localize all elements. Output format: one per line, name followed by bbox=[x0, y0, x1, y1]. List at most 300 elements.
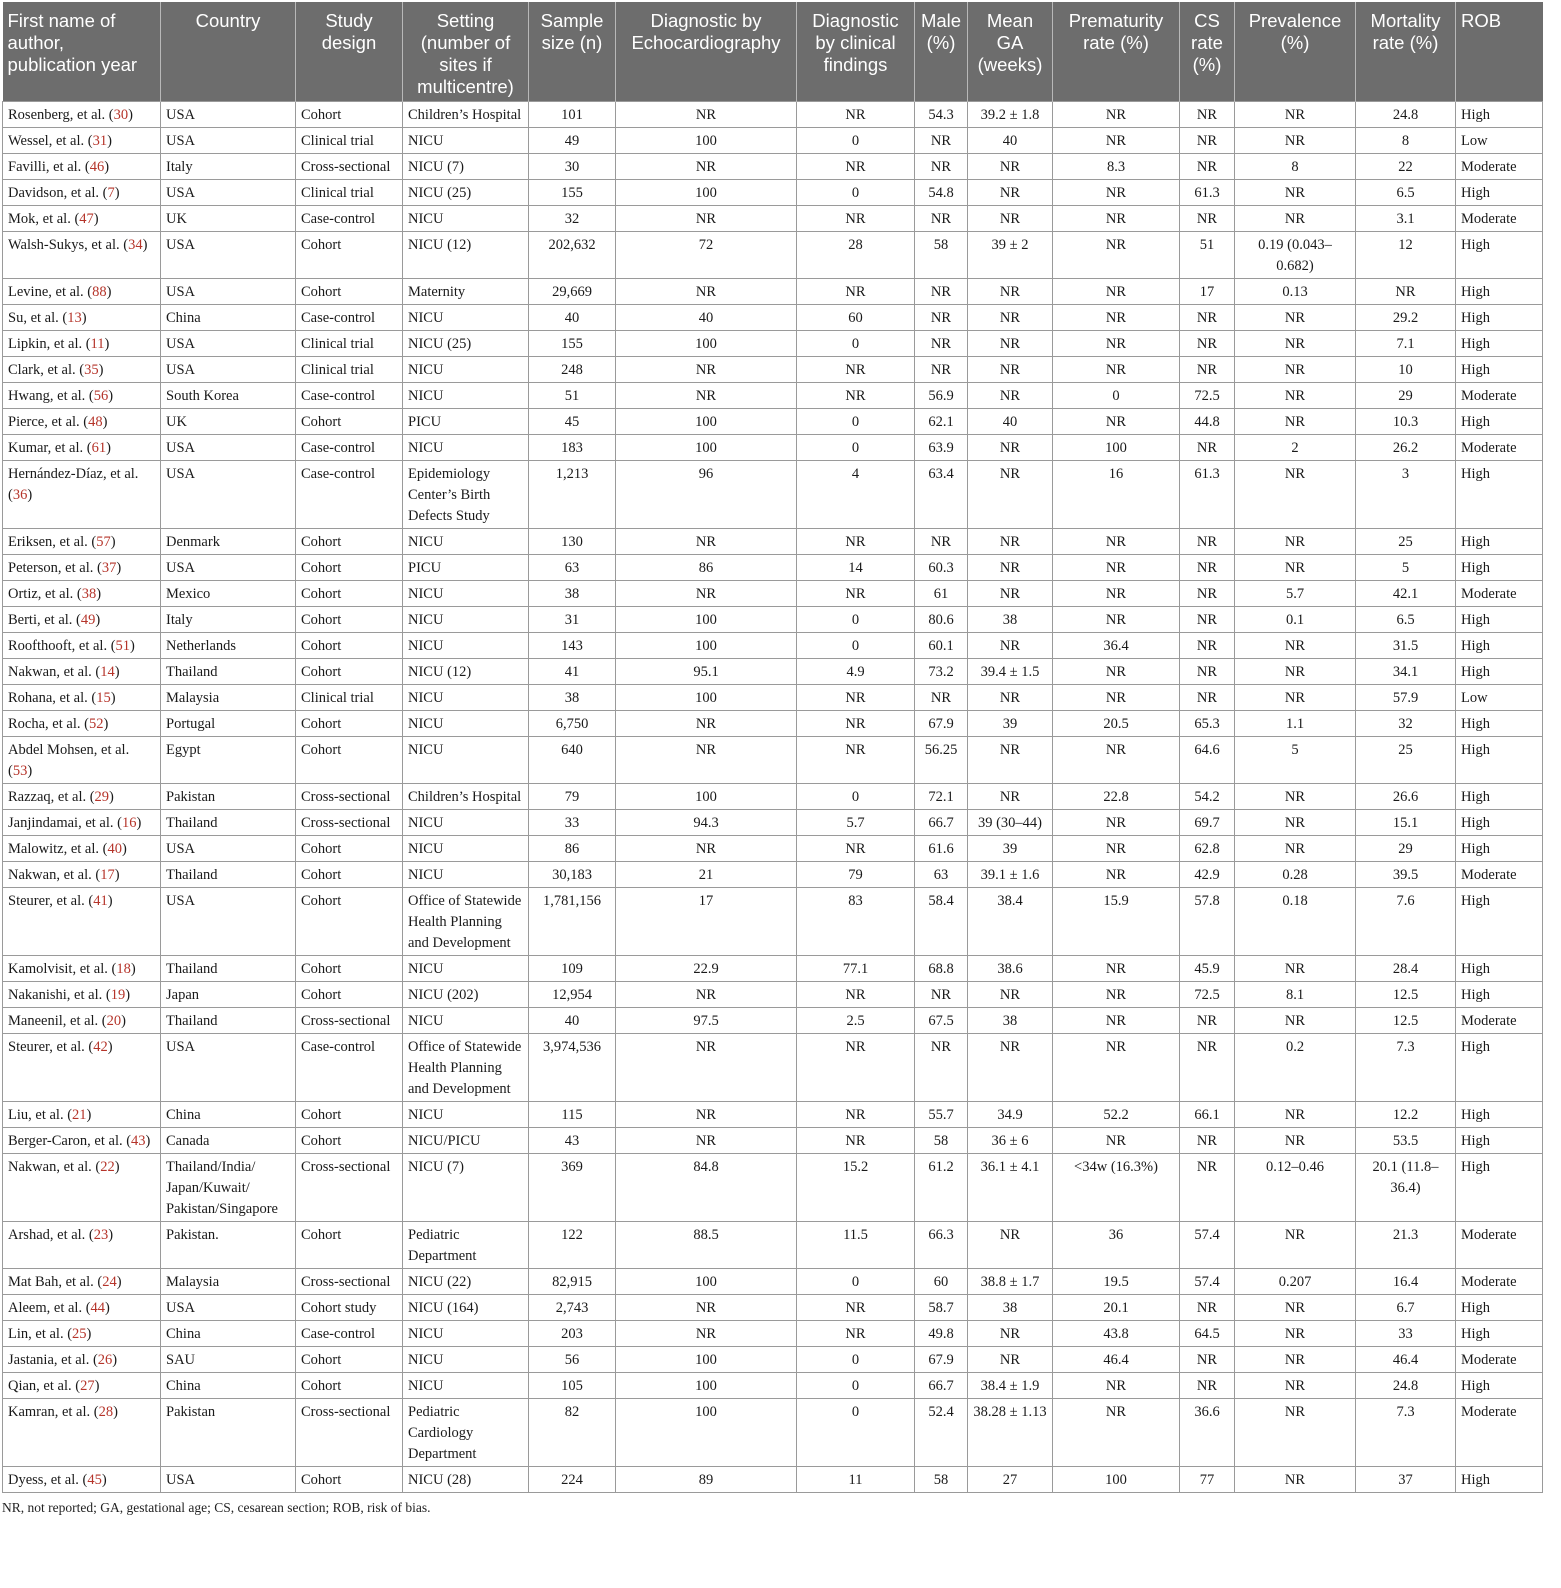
cell-country: SAU bbox=[161, 1347, 296, 1373]
cell-prevalence: NR bbox=[1235, 1347, 1356, 1373]
cell-study-design: Cross-sectional bbox=[296, 810, 403, 836]
cell-prevalence: NR bbox=[1235, 836, 1356, 862]
cell-mortality: 24.8 bbox=[1356, 102, 1456, 128]
cell-cs-rate: 36.6 bbox=[1180, 1399, 1235, 1467]
cell-rob: High bbox=[1456, 1154, 1543, 1222]
cell-cs-rate: 72.5 bbox=[1180, 383, 1235, 409]
cell-study-design: Clinical trial bbox=[296, 331, 403, 357]
cell-mortality: 29 bbox=[1356, 836, 1456, 862]
reference-link[interactable]: 11 bbox=[90, 336, 105, 352]
cell-study-design: Cohort bbox=[296, 633, 403, 659]
cell-rob: High bbox=[1456, 102, 1543, 128]
reference-link[interactable]: 25 bbox=[72, 1326, 87, 1342]
cell-rob: High bbox=[1456, 810, 1543, 836]
cell-cs-rate: 64.6 bbox=[1180, 737, 1235, 784]
cell-setting: NICU (25) bbox=[403, 180, 529, 206]
cell-study-design: Cohort bbox=[296, 232, 403, 279]
cell-male: 72.1 bbox=[915, 784, 968, 810]
reference-link[interactable]: 13 bbox=[67, 310, 82, 326]
cell-country: Thailand bbox=[161, 659, 296, 685]
author-cell bbox=[3, 659, 161, 685]
cell-cs-rate: NR bbox=[1180, 555, 1235, 581]
cell-country: USA bbox=[161, 279, 296, 305]
author-cell bbox=[3, 1321, 161, 1347]
cell-sample-size: 183 bbox=[529, 435, 616, 461]
author-name: Berger-Caron, et al. ( bbox=[8, 1133, 132, 1149]
cell-diagnostic-clinical: NR bbox=[797, 1295, 915, 1321]
cell-male: 73.2 bbox=[915, 659, 968, 685]
table-body bbox=[3, 102, 1543, 1493]
cell-setting: NICU bbox=[403, 1373, 529, 1399]
reference-link[interactable]: 18 bbox=[116, 961, 131, 977]
cell-setting: NICU bbox=[403, 711, 529, 737]
cell-country: Japan bbox=[161, 982, 296, 1008]
reference-link[interactable]: 14 bbox=[100, 664, 115, 680]
author-name: Nakwan, et al. ( bbox=[8, 867, 101, 883]
reference-close-paren: ) bbox=[108, 388, 114, 404]
table-row bbox=[3, 711, 1543, 737]
cell-mortality: 28.4 bbox=[1356, 956, 1456, 982]
cell-mortality: 26.2 bbox=[1356, 435, 1456, 461]
cell-male: 54.3 bbox=[915, 102, 968, 128]
cell-mean-ga: NR bbox=[968, 1347, 1053, 1373]
cell-mortality: 15.1 bbox=[1356, 810, 1456, 836]
reference-link[interactable]: 41 bbox=[93, 893, 108, 909]
cell-sample-size: 6,750 bbox=[529, 711, 616, 737]
reference-link[interactable]: 46 bbox=[89, 159, 105, 175]
cell-mean-ga: 38.6 bbox=[968, 956, 1053, 982]
cell-sample-size: 32 bbox=[529, 206, 616, 232]
cell-cs-rate: 61.3 bbox=[1180, 461, 1235, 529]
cell-male: 49.8 bbox=[915, 1321, 968, 1347]
column-header-rob: ROB bbox=[1456, 2, 1543, 102]
reference-link[interactable]: 36 bbox=[12, 487, 28, 503]
author-name: Hernández-Díaz, et al. ( bbox=[8, 466, 139, 503]
author-cell bbox=[3, 862, 161, 888]
cell-diagnostic-clinical: 11.5 bbox=[797, 1222, 915, 1269]
reference-link[interactable]: 30 bbox=[113, 107, 129, 123]
cell-study-design: Cohort bbox=[296, 888, 403, 956]
reference-link[interactable]: 20 bbox=[106, 1013, 122, 1029]
table-row bbox=[3, 1008, 1543, 1034]
cell-male: 66.7 bbox=[915, 810, 968, 836]
author-name: Jastania, et al. ( bbox=[8, 1352, 98, 1368]
author-cell bbox=[3, 1154, 161, 1222]
reference-link[interactable]: 7 bbox=[107, 185, 115, 201]
table-row bbox=[3, 409, 1543, 435]
cell-prevalence: NR bbox=[1235, 305, 1356, 331]
table-row bbox=[3, 461, 1543, 529]
reference-link[interactable]: 24 bbox=[102, 1274, 117, 1290]
cell-mortality: 26.6 bbox=[1356, 784, 1456, 810]
cell-prevalence: 0.207 bbox=[1235, 1269, 1356, 1295]
cell-mean-ga: NR bbox=[968, 581, 1053, 607]
reference-link[interactable]: 37 bbox=[101, 560, 117, 576]
author-cell bbox=[3, 1467, 161, 1493]
reference-link[interactable]: 35 bbox=[84, 362, 99, 378]
cell-prematurity: NR bbox=[1053, 1128, 1180, 1154]
table-row bbox=[3, 810, 1543, 836]
column-header-setting: Setting (number of sites if multicentre) bbox=[403, 2, 529, 102]
cell-study-design: Cross-sectional bbox=[296, 154, 403, 180]
cell-prevalence: NR bbox=[1235, 206, 1356, 232]
author-cell bbox=[3, 737, 161, 784]
cell-mean-ga: NR bbox=[968, 1222, 1053, 1269]
cell-study-design: Cohort bbox=[296, 1128, 403, 1154]
cell-diagnostic-echo: 86 bbox=[616, 555, 797, 581]
cell-cs-rate: NR bbox=[1180, 685, 1235, 711]
cell-setting: NICU bbox=[403, 357, 529, 383]
reference-close-paren: ) bbox=[113, 1404, 118, 1420]
cell-prevalence: NR bbox=[1235, 659, 1356, 685]
table-row bbox=[3, 607, 1543, 633]
cell-mortality: 24.8 bbox=[1356, 1373, 1456, 1399]
cell-diagnostic-clinical: 2.5 bbox=[797, 1008, 915, 1034]
author-name: Davidson, et al. ( bbox=[8, 185, 108, 201]
author-cell bbox=[3, 461, 161, 529]
cell-prevalence: NR bbox=[1235, 1467, 1356, 1493]
cell-cs-rate: 61.3 bbox=[1180, 180, 1235, 206]
cell-mortality: 3 bbox=[1356, 461, 1456, 529]
cell-male: 66.3 bbox=[915, 1222, 968, 1269]
reference-link[interactable]: 51 bbox=[115, 638, 131, 654]
cell-prevalence: NR bbox=[1235, 409, 1356, 435]
cell-diagnostic-echo: NR bbox=[616, 357, 797, 383]
reference-close-paren: ) bbox=[93, 211, 99, 227]
reference-link[interactable]: 21 bbox=[72, 1107, 87, 1123]
author-cell bbox=[3, 1347, 161, 1373]
cell-male: NR bbox=[915, 1034, 968, 1102]
cell-diagnostic-echo: 100 bbox=[616, 685, 797, 711]
author-cell bbox=[3, 956, 161, 982]
column-header-sample-size: Sample size (n) bbox=[529, 2, 616, 102]
cell-mean-ga: NR bbox=[968, 180, 1053, 206]
cell-diagnostic-echo: 96 bbox=[616, 461, 797, 529]
cell-prematurity: NR bbox=[1053, 331, 1180, 357]
reference-link[interactable]: 26 bbox=[97, 1352, 113, 1368]
reference-link[interactable]: 57 bbox=[96, 534, 111, 550]
cell-setting: Maternity bbox=[403, 279, 529, 305]
cell-prematurity: 19.5 bbox=[1053, 1269, 1180, 1295]
cell-cs-rate: NR bbox=[1180, 1128, 1235, 1154]
cell-country: Denmark bbox=[161, 529, 296, 555]
table-row bbox=[3, 305, 1543, 331]
reference-link[interactable]: 45 bbox=[87, 1472, 102, 1488]
reference-link[interactable]: 19 bbox=[110, 987, 126, 1003]
column-header-mean-ga: Mean GA (weeks) bbox=[968, 2, 1053, 102]
reference-link[interactable]: 52 bbox=[88, 716, 104, 732]
cell-cs-rate: NR bbox=[1180, 633, 1235, 659]
author-cell bbox=[3, 1373, 161, 1399]
reference-link[interactable]: 48 bbox=[88, 414, 103, 430]
cell-mean-ga: 39.2 ± 1.8 bbox=[968, 102, 1053, 128]
author-name: Clark, et al. ( bbox=[8, 362, 85, 378]
cell-prematurity: NR bbox=[1053, 206, 1180, 232]
table-row bbox=[3, 685, 1543, 711]
author-cell bbox=[3, 1295, 161, 1321]
cell-setting: NICU (12) bbox=[403, 232, 529, 279]
cell-sample-size: 31 bbox=[529, 607, 616, 633]
cell-cs-rate: 17 bbox=[1180, 279, 1235, 305]
cell-sample-size: 130 bbox=[529, 529, 616, 555]
author-name: Peterson, et al. ( bbox=[8, 560, 102, 576]
cell-prematurity: NR bbox=[1053, 581, 1180, 607]
cell-mean-ga: NR bbox=[968, 461, 1053, 529]
cell-diagnostic-clinical: 15.2 bbox=[797, 1154, 915, 1222]
reference-close-paren: ) bbox=[130, 961, 136, 977]
table-row bbox=[3, 331, 1543, 357]
table-row bbox=[3, 862, 1543, 888]
cell-cs-rate: NR bbox=[1180, 529, 1235, 555]
reference-close-paren: ) bbox=[108, 1227, 114, 1243]
reference-link[interactable]: 16 bbox=[121, 815, 137, 831]
reference-link[interactable]: 44 bbox=[90, 1300, 106, 1316]
cell-mean-ga: NR bbox=[968, 737, 1053, 784]
table-row bbox=[3, 180, 1543, 206]
cell-prevalence: NR bbox=[1235, 1399, 1356, 1467]
reference-close-paren: ) bbox=[142, 237, 148, 253]
author-cell bbox=[3, 1102, 161, 1128]
author-name: Kumar, et al. ( bbox=[8, 440, 92, 456]
cell-prevalence: 0.12–0.46 bbox=[1235, 1154, 1356, 1222]
author-name: Lin, et al. ( bbox=[8, 1326, 73, 1342]
cell-cs-rate: 57.4 bbox=[1180, 1269, 1235, 1295]
reference-link[interactable]: 56 bbox=[93, 388, 109, 404]
cell-rob: High bbox=[1456, 331, 1543, 357]
cell-rob: High bbox=[1456, 737, 1543, 784]
cell-sample-size: 640 bbox=[529, 737, 616, 784]
reference-link[interactable]: 17 bbox=[100, 867, 115, 883]
cell-country: Thailand bbox=[161, 956, 296, 982]
cell-diagnostic-echo: 100 bbox=[616, 409, 797, 435]
reference-close-paren: ) bbox=[94, 1378, 100, 1394]
cell-country: USA bbox=[161, 555, 296, 581]
cell-male: 61.6 bbox=[915, 836, 968, 862]
cell-mean-ga: NR bbox=[968, 633, 1053, 659]
cell-rob: High bbox=[1456, 711, 1543, 737]
column-header-study-design: Study design bbox=[296, 2, 403, 102]
table-row bbox=[3, 232, 1543, 279]
cell-mortality: 12.5 bbox=[1356, 1008, 1456, 1034]
cell-mean-ga: 38.4 ± 1.9 bbox=[968, 1373, 1053, 1399]
cell-country: USA bbox=[161, 836, 296, 862]
cell-male: 60.3 bbox=[915, 555, 968, 581]
reference-link[interactable]: 28 bbox=[98, 1404, 114, 1420]
reference-link[interactable]: 40 bbox=[107, 841, 122, 857]
cell-mortality: 42.1 bbox=[1356, 581, 1456, 607]
cell-prevalence: NR bbox=[1235, 461, 1356, 529]
reference-link[interactable]: 15 bbox=[96, 690, 111, 706]
reference-link[interactable]: 23 bbox=[93, 1227, 109, 1243]
cell-mean-ga: 36.1 ± 4.1 bbox=[968, 1154, 1053, 1222]
cell-mortality: 57.9 bbox=[1356, 685, 1456, 711]
cell-rob: Moderate bbox=[1456, 1222, 1543, 1269]
reference-close-paren: ) bbox=[110, 534, 116, 550]
cell-prevalence: NR bbox=[1235, 1295, 1356, 1321]
author-name: Maneenil, et al. ( bbox=[8, 1013, 107, 1029]
cell-mortality: 46.4 bbox=[1356, 1347, 1456, 1373]
cell-mean-ga: 38 bbox=[968, 1295, 1053, 1321]
author-name: Mok, et al. ( bbox=[8, 211, 80, 227]
cell-male: 56.25 bbox=[915, 737, 968, 784]
table-row bbox=[3, 357, 1543, 383]
reference-link[interactable]: 43 bbox=[131, 1133, 146, 1149]
cell-diagnostic-clinical: 0 bbox=[797, 633, 915, 659]
cell-diagnostic-echo: NR bbox=[616, 102, 797, 128]
table-row bbox=[3, 1154, 1543, 1222]
cell-diagnostic-clinical: NR bbox=[797, 581, 915, 607]
cell-country: Thailand bbox=[161, 1008, 296, 1034]
cell-diagnostic-clinical: NR bbox=[797, 982, 915, 1008]
cell-study-design: Cohort bbox=[296, 555, 403, 581]
table-header bbox=[3, 2, 1543, 102]
cell-setting: NICU bbox=[403, 529, 529, 555]
reference-close-paren: ) bbox=[121, 841, 127, 857]
cell-prematurity: 52.2 bbox=[1053, 1102, 1180, 1128]
author-cell bbox=[3, 1128, 161, 1154]
cell-mean-ga: NR bbox=[968, 982, 1053, 1008]
author-cell bbox=[3, 1222, 161, 1269]
cell-rob: High bbox=[1456, 1102, 1543, 1128]
cell-prevalence: 8 bbox=[1235, 154, 1356, 180]
cell-cs-rate: NR bbox=[1180, 581, 1235, 607]
cell-study-design: Clinical trial bbox=[296, 180, 403, 206]
cell-study-design: Cohort bbox=[296, 737, 403, 784]
cell-diagnostic-clinical: NR bbox=[797, 529, 915, 555]
cell-sample-size: 41 bbox=[529, 659, 616, 685]
cell-diagnostic-echo: 22.9 bbox=[616, 956, 797, 982]
cell-country: Malaysia bbox=[161, 1269, 296, 1295]
table-row bbox=[3, 836, 1543, 862]
reference-link[interactable]: 53 bbox=[12, 763, 28, 779]
reference-close-paren: ) bbox=[116, 1274, 122, 1290]
cell-diagnostic-echo: 100 bbox=[616, 784, 797, 810]
cell-diagnostic-clinical: 60 bbox=[797, 305, 915, 331]
cell-cs-rate: 45.9 bbox=[1180, 956, 1235, 982]
table-row bbox=[3, 1128, 1543, 1154]
cell-mortality: 20.1 (11.8–36.4) bbox=[1356, 1154, 1456, 1222]
reference-link[interactable]: 88 bbox=[92, 284, 107, 300]
cell-country: Portugal bbox=[161, 711, 296, 737]
cell-sample-size: 369 bbox=[529, 1154, 616, 1222]
author-cell bbox=[3, 305, 161, 331]
cell-diagnostic-echo: NR bbox=[616, 1128, 797, 1154]
reference-close-paren: ) bbox=[114, 185, 120, 201]
table-row bbox=[3, 555, 1543, 581]
cell-diagnostic-clinical: 28 bbox=[797, 232, 915, 279]
table-row bbox=[3, 102, 1543, 128]
reference-link[interactable]: 47 bbox=[79, 211, 94, 227]
reference-link[interactable]: 49 bbox=[80, 612, 96, 628]
cell-cs-rate: 65.3 bbox=[1180, 711, 1235, 737]
table-row bbox=[3, 888, 1543, 956]
cell-mean-ga: 38.28 ± 1.13 bbox=[968, 1399, 1053, 1467]
cell-mortality: 32 bbox=[1356, 711, 1456, 737]
cell-mortality: 25 bbox=[1356, 737, 1456, 784]
author-cell bbox=[3, 383, 161, 409]
cell-prematurity: 20.1 bbox=[1053, 1295, 1180, 1321]
cell-cs-rate: NR bbox=[1180, 435, 1235, 461]
cell-prematurity: NR bbox=[1053, 982, 1180, 1008]
author-name: Su, et al. ( bbox=[8, 310, 68, 326]
reference-close-paren: ) bbox=[86, 1326, 92, 1342]
cell-prematurity: NR bbox=[1053, 1399, 1180, 1467]
cell-cs-rate: 62.8 bbox=[1180, 836, 1235, 862]
cell-mortality: 6.7 bbox=[1356, 1295, 1456, 1321]
cell-sample-size: 122 bbox=[529, 1222, 616, 1269]
author-cell bbox=[3, 357, 161, 383]
author-name: Rohana, et al. ( bbox=[8, 690, 97, 706]
cell-prematurity: NR bbox=[1053, 685, 1180, 711]
cell-study-design: Cross-sectional bbox=[296, 1154, 403, 1222]
reference-close-paren: ) bbox=[114, 867, 120, 883]
author-name: Eriksen, et al. ( bbox=[8, 534, 97, 550]
cell-diagnostic-clinical: NR bbox=[797, 102, 915, 128]
author-cell bbox=[3, 555, 161, 581]
table-row bbox=[3, 1399, 1543, 1467]
cell-study-design: Clinical trial bbox=[296, 128, 403, 154]
cell-mortality: 5 bbox=[1356, 555, 1456, 581]
cell-setting: NICU bbox=[403, 607, 529, 633]
cell-diagnostic-echo: NR bbox=[616, 1295, 797, 1321]
reference-link[interactable]: 29 bbox=[94, 789, 110, 805]
cell-cs-rate: 64.5 bbox=[1180, 1321, 1235, 1347]
cell-sample-size: 248 bbox=[529, 357, 616, 383]
cell-mortality: 8 bbox=[1356, 128, 1456, 154]
cell-country: Pakistan bbox=[161, 1399, 296, 1467]
cell-country: China bbox=[161, 1321, 296, 1347]
cell-mean-ga: 39 bbox=[968, 836, 1053, 862]
author-name: Walsh-Sukys, et al. ( bbox=[8, 237, 129, 253]
cell-diagnostic-echo: NR bbox=[616, 982, 797, 1008]
cell-cs-rate: 57.8 bbox=[1180, 888, 1235, 956]
author-name: Wessel, et al. ( bbox=[8, 133, 93, 149]
author-name: Nakanishi, et al. ( bbox=[8, 987, 111, 1003]
author-cell bbox=[3, 581, 161, 607]
cell-diagnostic-echo: 100 bbox=[616, 1373, 797, 1399]
cell-diagnostic-clinical: 14 bbox=[797, 555, 915, 581]
reference-link[interactable]: 42 bbox=[93, 1039, 108, 1055]
cell-diagnostic-echo: NR bbox=[616, 279, 797, 305]
reference-link[interactable]: 27 bbox=[80, 1378, 95, 1394]
cell-diagnostic-echo: NR bbox=[616, 711, 797, 737]
cell-mortality: 22 bbox=[1356, 154, 1456, 180]
author-cell bbox=[3, 435, 161, 461]
cell-prematurity: NR bbox=[1053, 862, 1180, 888]
cell-prevalence: NR bbox=[1235, 1321, 1356, 1347]
cell-mean-ga: NR bbox=[968, 529, 1053, 555]
cell-study-design: Cohort bbox=[296, 581, 403, 607]
cell-country: USA bbox=[161, 461, 296, 529]
table-row bbox=[3, 737, 1543, 784]
reference-link[interactable]: 22 bbox=[100, 1159, 115, 1175]
reference-link[interactable]: 31 bbox=[92, 133, 108, 149]
cell-study-design: Cross-sectional bbox=[296, 784, 403, 810]
cell-diagnostic-echo: 40 bbox=[616, 305, 797, 331]
cell-mortality: 7.3 bbox=[1356, 1399, 1456, 1467]
cell-diagnostic-echo: 100 bbox=[616, 128, 797, 154]
author-name: Levine, et al. ( bbox=[8, 284, 93, 300]
cell-study-design: Cohort bbox=[296, 1373, 403, 1399]
cell-diagnostic-clinical: NR bbox=[797, 206, 915, 232]
reference-link[interactable]: 34 bbox=[128, 237, 143, 253]
cell-rob: High bbox=[1456, 956, 1543, 982]
reference-link[interactable]: 61 bbox=[91, 440, 107, 456]
cell-country: Italy bbox=[161, 154, 296, 180]
author-cell bbox=[3, 607, 161, 633]
reference-link[interactable]: 38 bbox=[81, 586, 97, 602]
cell-diagnostic-clinical: NR bbox=[797, 1128, 915, 1154]
